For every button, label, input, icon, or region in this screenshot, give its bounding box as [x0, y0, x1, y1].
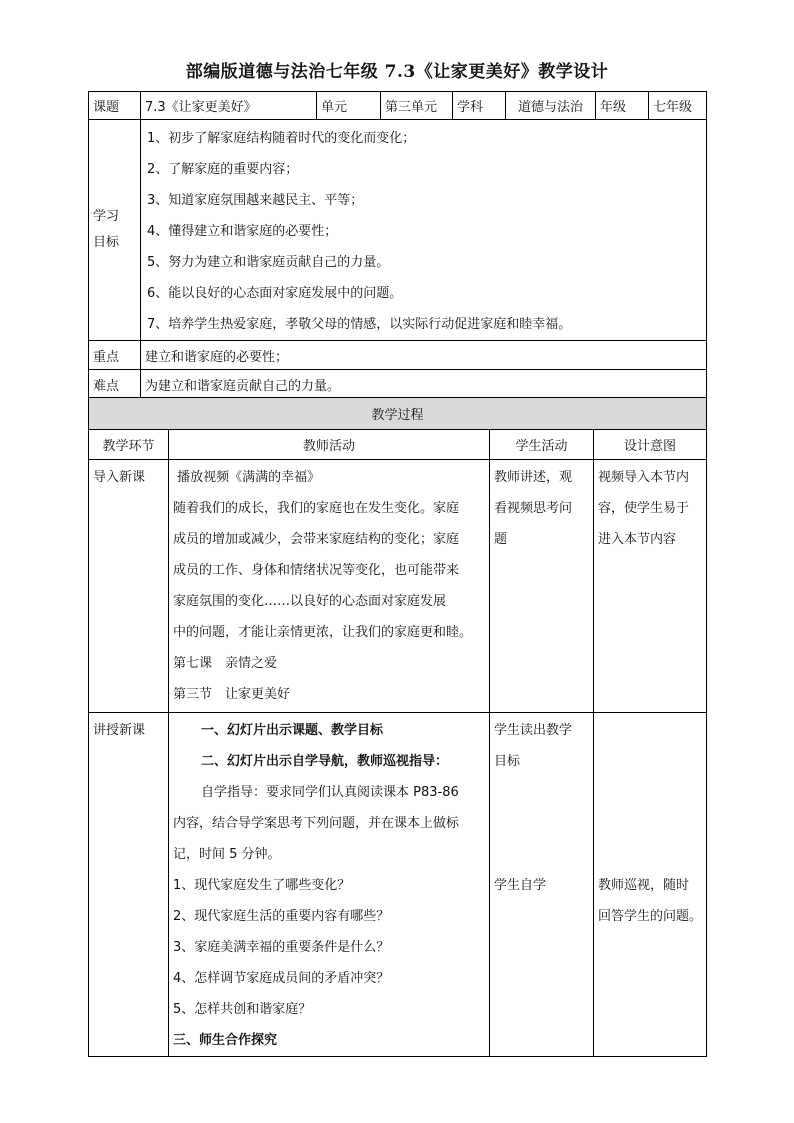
lecture-student-line: 目标 [494, 754, 521, 769]
goals-label [89, 120, 141, 341]
key-point-value: 建立和谐家庭的必要性； [141, 341, 707, 370]
intro-teacher-line: 随着我们的成长，我们的家庭也在发生变化。家庭 [173, 501, 460, 516]
lecture-row [89, 713, 707, 1057]
lecture-intent-line: 教师巡视，随时 [598, 878, 690, 893]
lecture-intent-line: 回答学生的问题。 [598, 909, 703, 924]
intro-student-line: 教师讲述，观 [494, 470, 573, 485]
intro-intent-line: 容，使学生易于 [598, 501, 690, 516]
difficulty-value: 为建立和谐家庭贡献自己的力量。 [141, 370, 707, 399]
guide-line: 内容，结合导学案思考下列问题，并在课本上做标 [173, 816, 460, 831]
intro-student-line: 看视频思考问 [494, 501, 573, 516]
lecture-stage: 讲授新课 [89, 713, 169, 1057]
grade-label: 年级 [596, 92, 649, 120]
intro-intent [594, 460, 707, 713]
question-item: 2、现代家庭生活的重要内容有哪些？ [173, 909, 390, 924]
question-item: 1、现代家庭发生了哪些变化？ [173, 878, 351, 893]
intro-teacher [169, 460, 490, 713]
lesson-label: 课题 [89, 92, 141, 120]
lesson-value: 7.3《让家更美好》 [141, 92, 317, 120]
lecture-intent [594, 713, 707, 1057]
intro-teacher-line: 中的问题，才能让亲情更浓，让我们的家庭更和睦。 [173, 625, 473, 640]
teaching-process-table [88, 397, 707, 1057]
lecture-student [490, 713, 594, 1057]
process-header-row [89, 430, 707, 460]
goals-row [89, 120, 707, 341]
goal-item: 1、初步了解家庭结构随着时代的变化而变化； [147, 131, 416, 146]
goal-item: 4、懂得建立和谐家庭的必要性； [147, 224, 338, 239]
lecture-teacher [169, 713, 490, 1057]
goal-item: 6、能以良好的心态面对家庭发展中的问题。 [147, 286, 403, 301]
grade-value: 七年级 [649, 92, 707, 120]
unit-label: 单元 [317, 92, 381, 120]
key-point-label: 重点 [89, 341, 141, 370]
process-title-row [89, 398, 707, 430]
lesson-info-table [88, 91, 707, 399]
lecture-heading-3: 三、师生合作探究 [173, 1033, 278, 1048]
intro-teacher-line: 成员的工作、身体和情绪状况等变化，也可能带来 [173, 563, 460, 578]
lecture-heading-2: 二、幻灯片出示自学导航，教师巡视指导： [201, 754, 449, 769]
lecture-student-line: 学生读出教学 [494, 723, 573, 738]
difficulty-label: 难点 [89, 370, 141, 399]
goal-item: 7、培养学生热爱家庭，孝敬父母的情感，以实际行动促进家庭和睦幸福。 [147, 317, 572, 332]
goals-list [141, 120, 707, 341]
header-student: 学生活动 [490, 430, 594, 460]
intro-teacher-line: 家庭氛围的变化……以良好的心态面对家庭发展 [173, 594, 447, 609]
info-row [89, 92, 707, 120]
goals-label-line2: 目标 [93, 235, 120, 250]
subject-value: 道德与法治 [506, 92, 596, 120]
header-stage: 教学环节 [89, 430, 169, 460]
goal-item: 2、了解家庭的重要内容； [147, 162, 299, 177]
lecture-student-line: 学生自学 [494, 878, 547, 893]
question-item: 3、家庭美满幸福的重要条件是什么？ [173, 940, 390, 955]
intro-stage: 导入新课 [89, 460, 169, 713]
intro-row [89, 460, 707, 713]
lecture-heading-1: 一、幻灯片出示课题、教学目标 [201, 723, 384, 738]
guide-line: 自学指导：要求同学们认真阅读课本 P83-86 [201, 785, 459, 800]
process-title: 教学过程 [89, 398, 707, 430]
intro-student-line: 题 [494, 532, 508, 547]
intro-teacher-line: 第三节 让家更美好 [173, 687, 291, 702]
goals-label-line1: 学习 [93, 209, 120, 224]
intro-teacher-line: 成员的增加或减少，会带来家庭结构的变化；家庭 [173, 532, 460, 547]
key-point-row [89, 341, 707, 370]
header-teacher: 教师活动 [169, 430, 490, 460]
unit-value: 第三单元 [381, 92, 453, 120]
difficulty-row [89, 370, 707, 399]
intro-teacher-line: 第七课 亲情之爱 [173, 656, 278, 671]
header-intent: 设计意图 [594, 430, 707, 460]
page-title: 部编版道德与法治七年级 7.3《让家更美好》教学设计 [185, 62, 609, 82]
intro-intent-line: 进入本节内容 [598, 532, 677, 547]
question-item: 5、怎样共创和谐家庭？ [173, 1002, 312, 1017]
guide-line: 记，时间 5 分钟。 [173, 847, 281, 862]
intro-intent-line: 视频导入本节内 [598, 470, 690, 485]
question-item: 4、怎样调节家庭成员间的矛盾冲突？ [173, 971, 390, 986]
subject-label: 学科 [453, 92, 506, 120]
goal-item: 3、知道家庭氛围越来越民主、平等； [147, 193, 364, 208]
goal-item: 5、努力为建立和谐家庭贡献自己的力量。 [147, 255, 390, 270]
intro-student [490, 460, 594, 713]
intro-teacher-line: 播放视频《满满的幸福》 [173, 470, 321, 485]
